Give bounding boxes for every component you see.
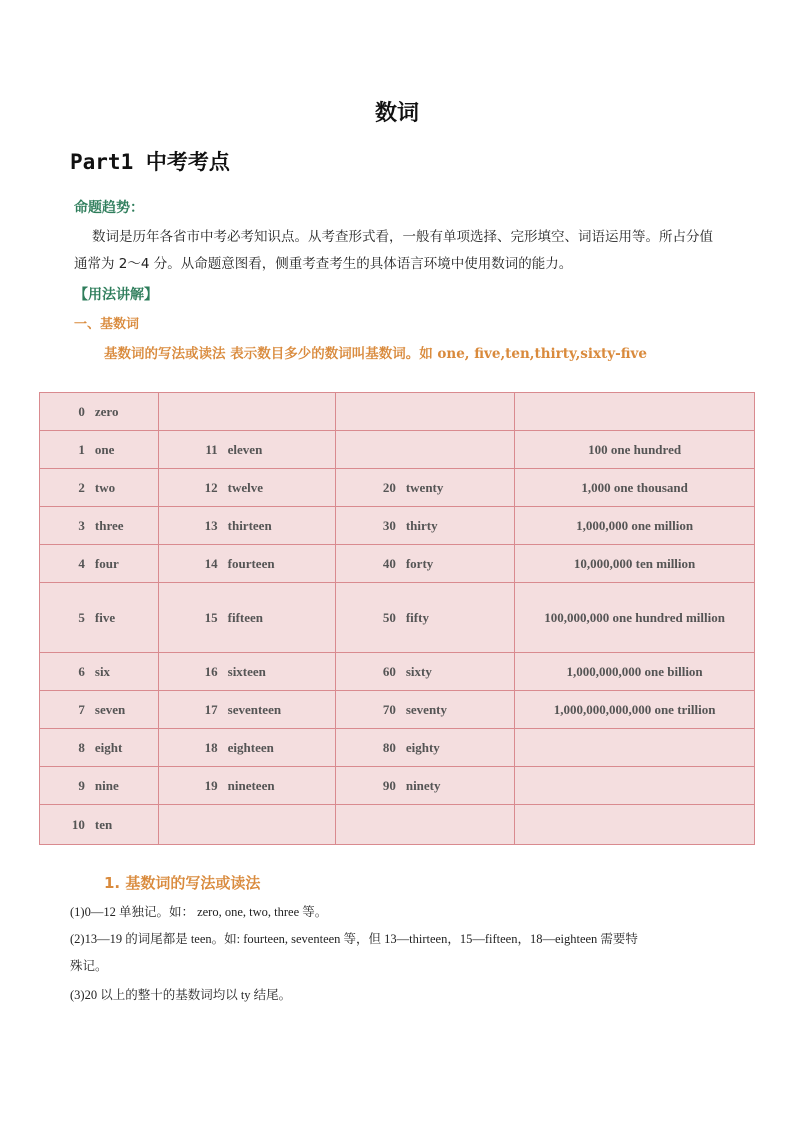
table-cell: [515, 729, 755, 767]
table-row: [40, 393, 755, 431]
cell-value: 1,000,000 one million: [576, 517, 694, 533]
cell-value: 1,000,000,000 one billion: [566, 663, 703, 679]
table-cell: [40, 691, 159, 729]
cell-number: 16: [204, 663, 218, 679]
table-cell: [335, 805, 515, 845]
intro-line: 基数词的写法或读法 表示数目多少的数词叫基数词。如 one, five,ten,thirty,sixty-five: [104, 346, 647, 362]
table-cell: [40, 431, 159, 469]
cell-number: 17: [204, 701, 218, 717]
cell-word: three: [94, 517, 124, 533]
table-cell: [40, 507, 159, 545]
cell-word: zero: [94, 403, 119, 419]
cell-number: 11: [205, 441, 218, 457]
cell-number: 0: [78, 403, 85, 419]
cell-word: nineteen: [227, 777, 275, 793]
cell-word: nine: [94, 777, 119, 793]
table-cell: [515, 545, 755, 583]
cell-number: 9: [78, 777, 85, 793]
cell-word: fourteen: [227, 555, 275, 571]
cell-word: thirty: [405, 517, 438, 533]
table-cell: [335, 729, 515, 767]
table-cell: [515, 507, 755, 545]
table-cell: [158, 767, 335, 805]
table-cell: [40, 653, 159, 691]
table-cell: [515, 805, 755, 845]
cell-number: 6: [78, 663, 85, 679]
cell-value: 1,000 one thousand: [581, 479, 688, 495]
table-row: [40, 729, 755, 767]
cell-word: sixteen: [227, 663, 266, 679]
part-heading: Part1 中考考点: [70, 150, 230, 174]
cell-number: 14: [204, 555, 218, 571]
cell-value: 100,000,000 one hundred million: [544, 609, 725, 625]
cell-word: seventeen: [227, 701, 282, 717]
cell-word: thirteen: [227, 517, 272, 533]
table-row: [40, 805, 755, 845]
table-cell: [40, 767, 159, 805]
table-cell: [158, 805, 335, 845]
cell-number: 60: [382, 663, 396, 679]
table-cell: [515, 653, 755, 691]
cell-word: twelve: [227, 479, 264, 495]
cell-number: 20: [382, 479, 396, 495]
table-cell: [158, 545, 335, 583]
cell-number: 50: [382, 609, 396, 625]
table-row: [40, 545, 755, 583]
table-row: [40, 469, 755, 507]
page-title: 数词: [374, 100, 419, 126]
table-row: [40, 691, 755, 729]
trend-label: 命题趋势：: [74, 200, 144, 216]
cell-number: 80: [382, 739, 396, 755]
table-row: [40, 767, 755, 805]
table-cell: [515, 767, 755, 805]
cell-number: 12: [204, 479, 218, 495]
subsection-heading: 1. 基数词的写法或读法: [104, 874, 261, 892]
cell-number: 7: [78, 701, 85, 717]
cell-word: ten: [94, 816, 113, 832]
cell-word: ninety: [405, 777, 441, 793]
table-cell: [40, 805, 159, 845]
table-cell: [335, 691, 515, 729]
cell-number: 3: [78, 517, 85, 533]
cell-word: eighteen: [227, 739, 274, 755]
table-cell: [158, 393, 335, 431]
cell-word: fifteen: [227, 609, 264, 625]
cell-word: forty: [405, 555, 434, 571]
table-cell: [515, 393, 755, 431]
table-cell: [335, 393, 515, 431]
table-cell: [515, 583, 755, 653]
table-row: [40, 507, 755, 545]
table-cell: [335, 583, 515, 653]
table-cell: [158, 431, 335, 469]
table-cell: [335, 545, 515, 583]
table-cell: [40, 469, 159, 507]
table-cell: [40, 583, 159, 653]
numbers-table: [39, 392, 755, 845]
cell-number: 8: [78, 739, 85, 755]
usage-label: 【用法讲解】: [74, 287, 158, 303]
table-cell: [158, 691, 335, 729]
cell-word: four: [94, 555, 119, 571]
cell-number: 10: [71, 816, 85, 832]
cell-number: 5: [78, 609, 85, 625]
cell-value: 10,000,000 ten million: [573, 555, 696, 571]
table-cell: [335, 767, 515, 805]
cell-value: 100 one hundred: [588, 441, 682, 457]
cell-number: 70: [382, 701, 396, 717]
cell-number: 1: [78, 441, 85, 457]
table-cell: [158, 469, 335, 507]
table-row: [40, 583, 755, 653]
table-cell: [335, 507, 515, 545]
cell-word: fifty: [405, 609, 429, 625]
cell-number: 4: [78, 555, 85, 571]
cell-word: eleven: [227, 441, 263, 457]
table-cell: [40, 393, 159, 431]
table-cell: [40, 545, 159, 583]
table-cell: [335, 469, 515, 507]
table-cell: [158, 729, 335, 767]
rule-2-continued: 殊记。: [70, 959, 108, 973]
section-heading: 一、基数词: [74, 317, 140, 332]
table-cell: [40, 729, 159, 767]
table-row: [40, 431, 755, 469]
table-cell: [515, 469, 755, 507]
cell-number: 15: [204, 609, 218, 625]
cell-number: 13: [204, 517, 218, 533]
cell-word: two: [94, 479, 116, 495]
cell-word: twenty: [405, 479, 444, 495]
rule-3: (3)20 以上的整十的基数词均以 ty 结尾。: [70, 988, 292, 1002]
table-cell: [515, 691, 755, 729]
table-cell: [335, 431, 515, 469]
cell-number: 30: [382, 517, 396, 533]
rule-2: (2)13—19 的词尾都是 teen。如: fourteen, seventeen 等，但 13—thirteen，15—fifteen，18—eighteen 需要特: [70, 932, 638, 946]
cell-word: eight: [94, 739, 123, 755]
cell-number: 40: [382, 555, 396, 571]
rule-1: (1)0—12 单独记。如： zero, one, two, three 等。: [70, 905, 328, 919]
cell-word: sixty: [405, 663, 432, 679]
cell-word: eighty: [405, 739, 440, 755]
cell-word: seventy: [405, 701, 448, 717]
trend-paragraph: 数词是历年各省市中考必考知识点。从考查形式看，一般有单项选择、完形填空、词语运用等。所占分值通常为 2～4 分。从命题意图看，侧重考查考生的具体语言环境中使用数词的能力。: [74, 229, 713, 272]
cell-number: 18: [204, 739, 218, 755]
table-cell: [335, 653, 515, 691]
cell-word: five: [94, 609, 116, 625]
table-cell: [515, 431, 755, 469]
table-row: [40, 653, 755, 691]
cell-number: 2: [78, 479, 85, 495]
table-cell: [158, 653, 335, 691]
cell-number: 19: [204, 777, 218, 793]
table-cell: [158, 583, 335, 653]
cell-word: one: [94, 441, 115, 457]
cell-value: 1,000,000,000,000 one trillion: [553, 701, 716, 717]
cell-word: seven: [94, 701, 126, 717]
cell-word: six: [94, 663, 111, 679]
cell-number: 90: [382, 777, 396, 793]
table-cell: [158, 507, 335, 545]
